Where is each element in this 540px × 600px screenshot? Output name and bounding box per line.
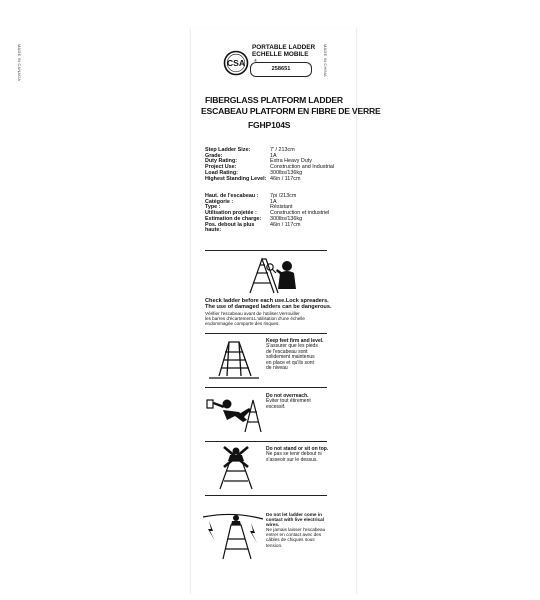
certification-number: 258651 xyxy=(250,62,312,77)
warning-inspect: Check ladder before each use.Lock spreaders. The use of damaged ladders can be dangerous. xyxy=(205,298,332,310)
warning-electrical: Do not let ladder come in contact with live electrical wires. Ne jamais laisser l'escabeau entrer en contact avec des câbles de chiques sous tension. xyxy=(266,512,326,548)
spec-row: Type : Résistant xyxy=(205,204,293,211)
title-fr: ESCABEAU PLATFORM EN FIBRE DE VERRE xyxy=(201,106,381,116)
spec-row: Grade: 1A xyxy=(205,152,277,159)
spec-row: Highest Standing Level: 46in / 117cm xyxy=(205,175,301,182)
spec-row: Catégorie : 1A xyxy=(205,198,277,205)
specs-fr xyxy=(205,194,329,234)
warning-level: Keep feet firm and level. S'assurer que les pieds de l'escabeau sont solidement maintenus en place et qu'ils sont de niveau xyxy=(266,338,324,372)
csa-text: CSA xyxy=(227,58,245,69)
csa-logo-icon xyxy=(223,50,249,76)
warning-overreach: Do not overreach. Éviter tout étirement excessif. xyxy=(266,393,311,410)
spec-row: Pos. debout la plus haute: 46in / 117cm xyxy=(205,221,301,234)
divider xyxy=(205,333,327,334)
divider xyxy=(205,495,327,496)
side-text-right: MADE IN CHINA xyxy=(323,44,328,77)
spec-row: Duty Rating: Extra Heavy Duty xyxy=(205,158,312,165)
specs-en xyxy=(205,148,334,182)
spec-row: Haut. de l'escabeau : 7pi /213cm xyxy=(205,193,297,199)
divider xyxy=(205,250,327,251)
spec-row: Estimation de charge: 300lbs/136kg xyxy=(205,215,303,222)
no-standing-on-top-icon xyxy=(210,447,260,491)
inspect-ladder-icon xyxy=(240,255,300,295)
warning-inspect-fr: Vérifier l'escabeau avant de l'utiliser.Verrouiller les barres d'écartement.L'utilisation d'une échelle endommagée comporte des risques. xyxy=(205,311,305,326)
divider xyxy=(205,387,327,388)
divider xyxy=(205,441,327,442)
spec-row: Step Ladder Size: 7' / 213cm xyxy=(205,147,295,153)
registered-mark: ® xyxy=(254,58,257,63)
title-en: FIBERGLASS PLATFORM LADDER xyxy=(205,95,343,105)
model-number: FGHP104S xyxy=(248,120,291,130)
spec-row: Utilisation projetée : Construction et industriel xyxy=(205,210,330,217)
electrical-hazard-icon xyxy=(203,513,263,561)
overreach-icon xyxy=(205,394,263,434)
product-name-fr: ECHELLE MOBILE xyxy=(252,51,309,58)
product-name-en: PORTABLE LADDER xyxy=(252,44,316,51)
level-ladder-icon xyxy=(205,338,263,382)
side-text-left: MADE IN CANADA xyxy=(17,44,22,82)
warning-no-top: Do not stand or sit on top. Ne pas se tenir debout ni s'asseoir sur le dessus. xyxy=(266,446,329,463)
spec-row: Project Use: Construction and Industrial xyxy=(205,164,335,171)
spec-row: Load Rating: 300lbs/136kg xyxy=(205,169,303,176)
